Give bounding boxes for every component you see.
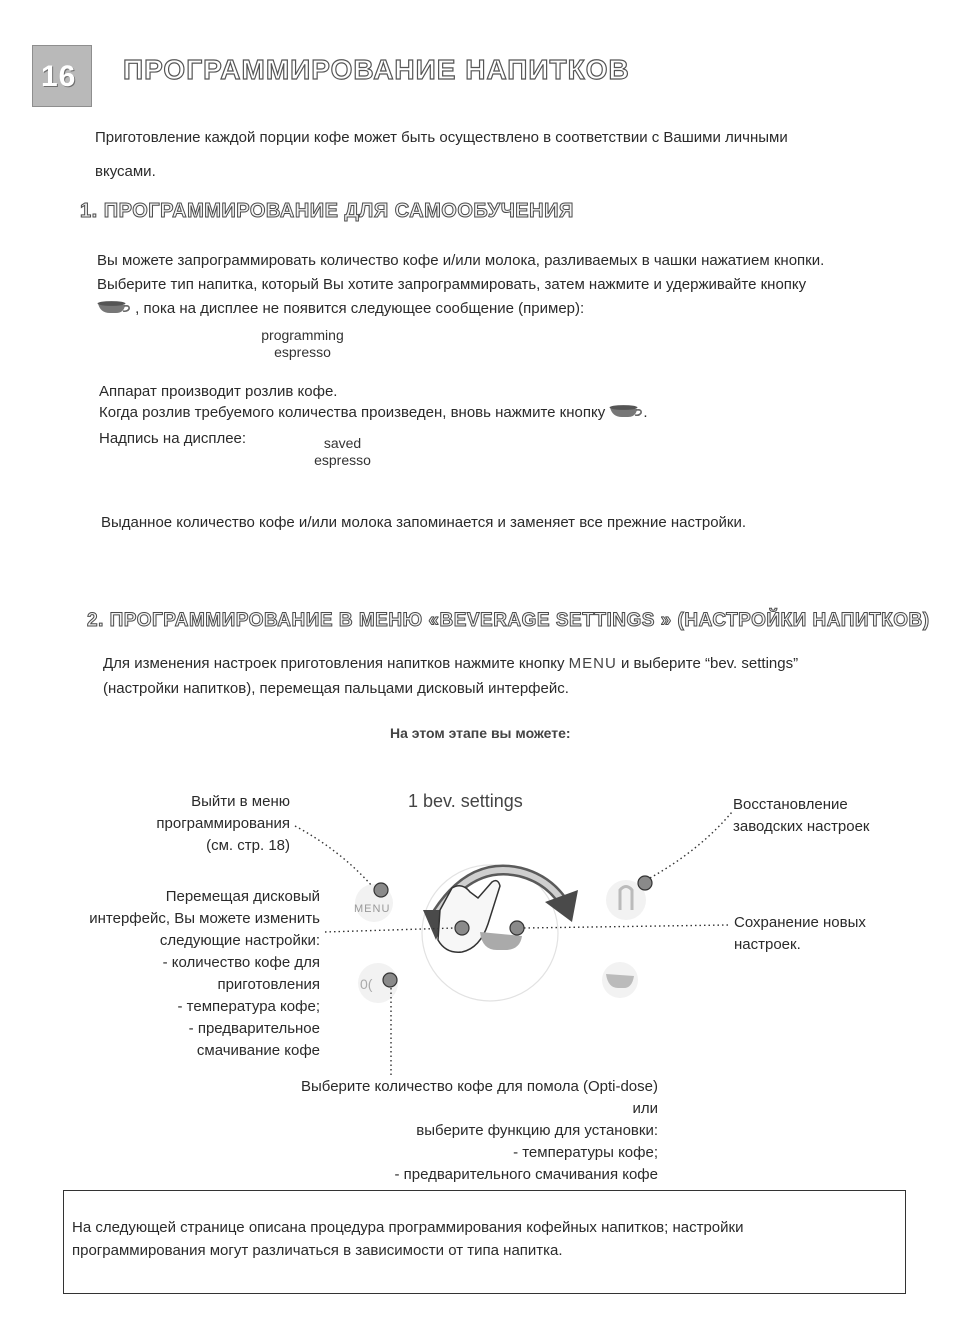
diagram-display-text: 1 bev. settings <box>408 791 523 811</box>
menu-button-label: MENU <box>354 903 391 915</box>
page-number: 16 <box>41 60 77 93</box>
section1-p2-line3: Надпись на дисплее: <box>99 430 247 447</box>
display1-line1: programming <box>261 327 344 343</box>
leader-save <box>524 925 728 928</box>
label-reset-1: Восстановление <box>733 796 848 813</box>
label-opti-1: Выберите количество кофе для помола (Opti-dose) <box>301 1078 658 1095</box>
label-save-1: Сохранение новых <box>734 914 866 931</box>
coffee-cup-icon <box>97 300 131 315</box>
page-title: ПРОГРАММИРОВАНИЕ НАПИТКОВ <box>123 54 630 85</box>
section2-subheading: На этом этапе вы можете: <box>390 725 571 741</box>
section1-p2-line2: Когда розлив требуемого количества произведен, вновь нажмите кнопку <box>99 404 606 421</box>
label-opti-5: - предварительного смачивания кофе <box>394 1166 658 1183</box>
label-save-2: настроек. <box>734 936 801 953</box>
section2-p1-line1-a: Для изменения настроек приготовления напитков нажмите кнопку <box>103 655 565 672</box>
section1-p2-line2-end: . <box>643 404 648 421</box>
page-number-badge <box>32 45 92 107</box>
section2-p1-line1 <box>103 653 798 675</box>
section1-heading: 1. ПРОГРАММИРОВАНИЕ ДЛЯ САМООБУЧЕНИЯ <box>80 200 574 222</box>
leader-reset <box>650 812 732 878</box>
section1-p1-line3-wrap <box>97 298 584 320</box>
section1-p1-line1: Вы можете запрограммировать количество кофе и/или молока, разливаемых в чашки нажатием кнопки. <box>97 252 825 269</box>
reset-dot <box>638 876 652 890</box>
label-opti-2: или <box>632 1100 658 1117</box>
label-dial-6: - температура кофе; <box>177 998 320 1015</box>
label-dial-3: следующие настройки: <box>159 932 320 949</box>
label-exit-menu-2: программирования <box>156 815 290 832</box>
display-saved <box>290 435 395 469</box>
label-dial-8: смачивание кофе <box>196 1042 320 1059</box>
menu-dot <box>374 883 388 897</box>
label-exit-menu <box>100 791 290 857</box>
label-opti-dose <box>200 1076 658 1186</box>
section2-p1-line1-b: и выберите “bev. settings” <box>621 655 799 672</box>
label-exit-menu-3: (см. стр. 18) <box>206 837 290 854</box>
label-dial-1: Перемещая дисковый <box>165 888 320 905</box>
label-opti-3: выберите функцию для установки: <box>416 1122 658 1139</box>
section2-heading: 2. ПРОГРАММИРОВАНИЕ В МЕНЮ «BEVERAGE SETTINGS » (НАСТРОЙКИ НАПИТКОВ) <box>87 610 930 631</box>
label-opti-4: - температуры кофе; <box>513 1144 658 1161</box>
label-factory-reset <box>733 794 869 838</box>
label-dial-settings <box>40 886 320 1062</box>
section1-p3: Выданное количество кофе и/или молока запоминается и заменяет все прежние настройки. <box>101 514 747 531</box>
section1-p2-line2-wrap <box>99 402 648 424</box>
save-dot <box>510 921 524 935</box>
intro-line-2: вкусами. <box>95 163 156 180</box>
section1-p1-line2: Выберите тип напитка, который Вы хотите запрограммировать, затем нажмите и удерживайте кнопку <box>97 276 807 293</box>
note-line-1: На следующей странице описана процедура программирования кофейных напитков; настройки <box>72 1219 744 1236</box>
label-reset-2: заводских настроек <box>733 818 870 835</box>
menu-word: MENU <box>568 655 617 672</box>
display2-line1: saved <box>323 435 362 451</box>
intro-line-1: Приготовление каждой порции кофе может быть осуществлено в соответствии с Вашими личными <box>95 129 788 146</box>
display1-line2: espresso <box>274 344 331 360</box>
label-exit-menu-1: Выйти в меню <box>191 793 290 810</box>
section1-p2-line1: Аппарат производит розлив кофе. <box>99 383 338 400</box>
section1-p1-line3: , пока на дисплее не появится следующее сообщение (пример): <box>135 300 585 317</box>
section2-p1-line2: (настройки напитков), перемещая пальцами дисковый интерфейс. <box>103 680 569 697</box>
label-dial-4: - количество кофе для <box>162 954 320 971</box>
label-save-settings <box>734 912 866 956</box>
opti-dose-dot <box>383 973 397 987</box>
coffee-cup-icon <box>609 404 643 419</box>
dial-left-dot <box>455 921 469 935</box>
opti-dose-icon: 0( <box>360 976 373 992</box>
note-line-2: программирования могут различаться в зависимости от типа напитка. <box>72 1242 563 1259</box>
display-programming <box>240 327 365 361</box>
display2-line2: espresso <box>314 452 371 468</box>
label-dial-2: интерфейс, Вы можете изменить <box>89 910 320 927</box>
note-box <box>63 1190 906 1294</box>
leader-menu <box>295 826 372 886</box>
label-dial-7: - предварительное <box>188 1020 320 1037</box>
label-dial-5: приготовления <box>217 976 320 993</box>
note-text <box>72 1216 743 1262</box>
